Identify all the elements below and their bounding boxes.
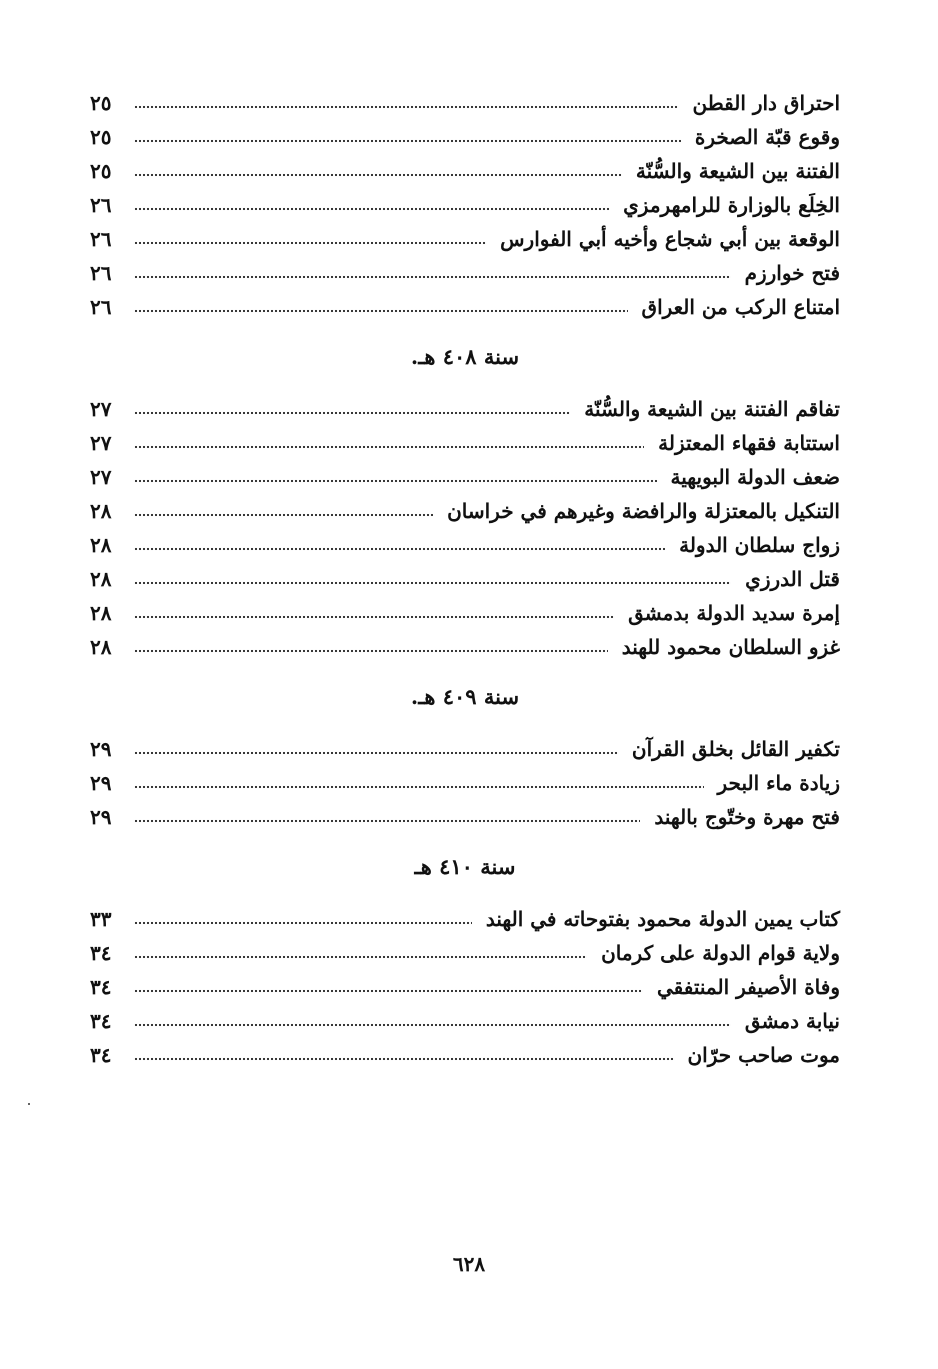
toc-entry bbox=[90, 596, 840, 630]
toc-entry bbox=[90, 1004, 840, 1038]
dot-leader bbox=[134, 648, 608, 654]
entry-title: الخِلَع بالوزارة للرامهرمزي bbox=[623, 193, 840, 217]
entry-page: ٢٦ bbox=[90, 295, 112, 319]
entry-title: زواج سلطان الدولة bbox=[679, 533, 840, 557]
entry-page: ٣٤ bbox=[90, 975, 112, 999]
year-heading: سنة ٤١٠ هـ bbox=[414, 854, 516, 879]
toc-section bbox=[90, 86, 840, 324]
entry-page: ٣٤ bbox=[90, 1043, 112, 1067]
dot-leader bbox=[134, 138, 681, 144]
toc-entry bbox=[90, 630, 840, 664]
toc-entry bbox=[90, 732, 840, 766]
entry-page: ٢٩ bbox=[90, 771, 112, 795]
dot-leader bbox=[134, 954, 587, 960]
entry-page: ٢٥ bbox=[90, 159, 112, 183]
toc-section bbox=[90, 340, 840, 664]
entry-title: تفاقم الفتنة بين الشيعة والسُّنّة bbox=[584, 397, 840, 421]
entry-page: ٢٧ bbox=[90, 465, 112, 489]
toc-entry bbox=[90, 562, 840, 596]
entry-page: ٢٨ bbox=[90, 499, 112, 523]
dot-leader bbox=[134, 478, 657, 484]
entry-title: التنكيل بالمعتزلة والرافضة وغيرهم في خراسان bbox=[447, 499, 840, 523]
toc-entry bbox=[90, 426, 840, 460]
entry-title: الوقعة بين أبي شجاع وأخيه أبي الفوارس bbox=[500, 227, 840, 251]
dot-leader bbox=[134, 444, 644, 450]
entry-page: ٣٤ bbox=[90, 941, 112, 965]
scan-speck bbox=[28, 1103, 30, 1105]
toc-entry bbox=[90, 290, 840, 324]
entry-page: ٢٩ bbox=[90, 737, 112, 761]
toc-entry bbox=[90, 256, 840, 290]
dot-leader bbox=[134, 206, 609, 212]
dot-leader bbox=[134, 308, 628, 314]
toc-entry bbox=[90, 936, 840, 970]
entry-page: ٢٧ bbox=[90, 397, 112, 421]
toc-entry bbox=[90, 1038, 840, 1072]
entry-title: كتاب يمين الدولة محمود بفتوحاته في الهند bbox=[485, 907, 840, 931]
entry-page: ٢٧ bbox=[90, 431, 112, 455]
entry-page: ٢٦ bbox=[90, 227, 112, 251]
entry-title: زيادة ماء البحر bbox=[717, 771, 840, 795]
dot-leader bbox=[134, 410, 570, 416]
dot-leader bbox=[134, 784, 704, 790]
entry-page: ٣٣ bbox=[90, 907, 112, 931]
table-of-contents bbox=[90, 86, 840, 1072]
entry-title: غزو السلطان محمود للهند bbox=[621, 635, 840, 659]
year-heading: سنة ٤٠٨ هـ. bbox=[410, 344, 520, 369]
dot-leader bbox=[134, 614, 614, 620]
entry-title: الفتنة بين الشيعة والسُّنّة bbox=[635, 159, 840, 183]
entry-page: ٢٨ bbox=[90, 567, 112, 591]
entry-page: ٣٤ bbox=[90, 1009, 112, 1033]
dot-leader bbox=[134, 920, 472, 926]
dot-leader bbox=[134, 546, 665, 552]
dot-leader bbox=[134, 172, 622, 178]
toc-entry bbox=[90, 494, 840, 528]
entry-title: فتح مهرة وختّوج بالهند bbox=[654, 805, 840, 829]
entry-page: ٢٦ bbox=[90, 261, 112, 285]
toc-entry bbox=[90, 222, 840, 256]
entry-page: ٢٨ bbox=[90, 533, 112, 557]
entry-title: امتناع الركب من العراق bbox=[641, 295, 840, 319]
dot-leader bbox=[134, 1022, 731, 1028]
entry-title: فتح خوارزم bbox=[744, 261, 840, 285]
toc-entry bbox=[90, 970, 840, 1004]
toc-entry bbox=[90, 766, 840, 800]
entry-title: نيابة دمشق bbox=[744, 1009, 840, 1033]
toc-entry bbox=[90, 460, 840, 494]
dot-leader bbox=[134, 988, 643, 994]
toc-entry bbox=[90, 902, 840, 936]
entry-title: تكفير القائل بخلق القرآن bbox=[631, 737, 840, 761]
dot-leader bbox=[134, 750, 618, 756]
entry-title: وقوع قبّة الصخرة bbox=[694, 125, 840, 149]
dot-leader bbox=[134, 1056, 673, 1062]
entry-page: ٢٨ bbox=[90, 601, 112, 625]
dot-leader bbox=[134, 818, 640, 824]
toc-entry bbox=[90, 392, 840, 426]
page-number: ٦٢٨ bbox=[452, 1252, 486, 1276]
toc-entry bbox=[90, 800, 840, 834]
entry-title: قتل الدرزي bbox=[745, 567, 840, 591]
entry-page: ٢٥ bbox=[90, 125, 112, 149]
entry-page: ٢٦ bbox=[90, 193, 112, 217]
entry-title: موت صاحب حرّان bbox=[687, 1043, 840, 1067]
entry-page: ٢٩ bbox=[90, 805, 112, 829]
dot-leader bbox=[134, 240, 486, 246]
entry-title: استتابة فقهاء المعتزلة bbox=[658, 431, 840, 455]
dot-leader bbox=[134, 274, 731, 280]
toc-entry bbox=[90, 86, 840, 120]
dot-leader bbox=[134, 580, 731, 586]
toc-entry bbox=[90, 188, 840, 222]
dot-leader bbox=[134, 104, 678, 110]
entry-title: وفاة الأصيفر المنتفقي bbox=[656, 975, 840, 999]
toc-entry bbox=[90, 528, 840, 562]
entry-title: احتراق دار القطن bbox=[692, 91, 840, 115]
entry-title: إمرة سديد الدولة بدمشق bbox=[628, 601, 840, 625]
toc-section bbox=[90, 850, 840, 1072]
entry-title: ولاية قوام الدولة على كرمان bbox=[601, 941, 840, 965]
dot-leader bbox=[134, 512, 433, 518]
entry-page: ٢٥ bbox=[90, 91, 112, 115]
toc-section bbox=[90, 680, 840, 834]
toc-entry bbox=[90, 120, 840, 154]
toc-entry bbox=[90, 154, 840, 188]
year-heading: سنة ٤٠٩ هـ. bbox=[410, 684, 520, 709]
entry-title: ضعف الدولة البويهية bbox=[670, 465, 840, 489]
entry-page: ٢٨ bbox=[90, 635, 112, 659]
